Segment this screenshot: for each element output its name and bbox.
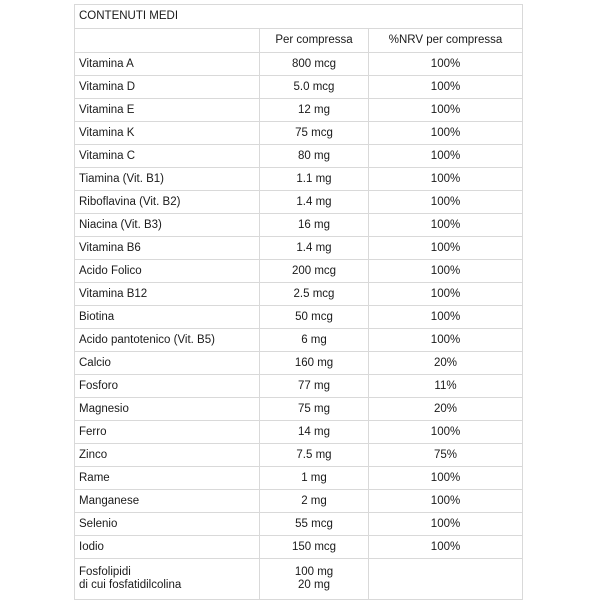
table-row: [75, 283, 523, 306]
table-row: [75, 421, 523, 444]
nutrient-nrv: 100%: [369, 260, 523, 283]
nutrient-nrv: 20%: [369, 398, 523, 421]
nutrient-name: Vitamina B12: [75, 283, 260, 306]
nutrient-nrv: 11%: [369, 375, 523, 398]
nutrient-per-tablet: 800 mcg: [260, 53, 369, 76]
nutrient-value-line: 100 mg: [294, 566, 334, 578]
nutrient-per-tablet: 150 mcg: [260, 536, 369, 559]
header-nrv: %NRV per compressa: [369, 29, 523, 53]
table-row: [75, 145, 523, 168]
nutrient-per-tablet: 2.5 mcg: [260, 283, 369, 306]
table-row: [75, 168, 523, 191]
table-row: [75, 513, 523, 536]
nutrient-per-tablet: 6 mg: [260, 329, 369, 352]
nutrient-name: Manganese: [75, 490, 260, 513]
table-title-row: [75, 5, 523, 29]
nutrition-table-body: [75, 5, 523, 600]
table-row: [75, 375, 523, 398]
nutrient-name: Rame: [75, 467, 260, 490]
nutrient-name: Niacina (Vit. B3): [75, 214, 260, 237]
header-name: [75, 29, 260, 53]
nutrient-name: Fosforo: [75, 375, 260, 398]
nutrient-nrv: 100%: [369, 53, 523, 76]
table-header-row: [75, 29, 523, 53]
nutrient-nrv: 20%: [369, 352, 523, 375]
nutrient-per-tablet: 7.5 mg: [260, 444, 369, 467]
nutrient-per-tablet: 2 mg: [260, 490, 369, 513]
nutrient-per-tablet: 1.4 mg: [260, 191, 369, 214]
nutrient-per-tablet: 200 mcg: [260, 260, 369, 283]
nutrient-nrv: 100%: [369, 306, 523, 329]
table-row: [75, 352, 523, 375]
nutrition-table: [74, 4, 523, 600]
table-row: [75, 214, 523, 237]
nutrient-nrv: 100%: [369, 421, 523, 444]
table-row: [75, 444, 523, 467]
nutrient-nrv: 100%: [369, 145, 523, 168]
nutrient-nrv: [369, 559, 523, 600]
table-row: [75, 490, 523, 513]
table-row: [75, 329, 523, 352]
nutrient-per-tablet: 1 mg: [260, 467, 369, 490]
nutrient-nrv: 100%: [369, 513, 523, 536]
table-row: [75, 76, 523, 99]
nutrient-nrv: 100%: [369, 122, 523, 145]
table-row: [75, 306, 523, 329]
nutrient-per-tablet: 80 mg: [260, 145, 369, 168]
nutrient-per-tablet: 16 mg: [260, 214, 369, 237]
nutrient-per-tablet: 50 mcg: [260, 306, 369, 329]
nutrient-per-tablet: 5.0 mcg: [260, 76, 369, 99]
nutrient-nrv: 100%: [369, 168, 523, 191]
nutrient-name: Vitamina A: [75, 53, 260, 76]
nutrient-name: Acido pantotenico (Vit. B5): [75, 329, 260, 352]
table-row: [75, 191, 523, 214]
nutrient-nrv: 100%: [369, 283, 523, 306]
nutrient-name: Magnesio: [75, 398, 260, 421]
nutrient-value-line: 20 mg: [298, 579, 330, 591]
table-title: CONTENUTI MEDI: [75, 5, 523, 29]
header-per-tablet: Per compressa: [260, 29, 369, 53]
table-row: [75, 398, 523, 421]
nutrient-per-tablet: 1.4 mg: [260, 237, 369, 260]
nutrient-nrv: 100%: [369, 99, 523, 122]
nutrient-name: Vitamina B6: [75, 237, 260, 260]
nutrient-name-line: di cui fosfatidilcolina: [79, 579, 182, 591]
nutrient-name: Iodio: [75, 536, 260, 559]
nutrient-name: Selenio: [75, 513, 260, 536]
nutrient-per-tablet: 12 mg: [260, 99, 369, 122]
table-row: [75, 122, 523, 145]
nutrient-name: Vitamina E: [75, 99, 260, 122]
table-row: [75, 260, 523, 283]
nutrient-nrv: 100%: [369, 76, 523, 99]
nutrient-nrv: 100%: [369, 237, 523, 260]
nutrient-per-tablet: 55 mcg: [260, 513, 369, 536]
nutrient-per-tablet: [260, 559, 369, 600]
nutrient-nrv: 100%: [369, 191, 523, 214]
nutrient-per-tablet: 75 mg: [260, 398, 369, 421]
nutrient-per-tablet: 75 mcg: [260, 122, 369, 145]
nutrient-nrv: 100%: [369, 329, 523, 352]
nutrient-nrv: 75%: [369, 444, 523, 467]
nutrient-nrv: 100%: [369, 490, 523, 513]
nutrient-name: Biotina: [75, 306, 260, 329]
nutrient-per-tablet: 160 mg: [260, 352, 369, 375]
table-row: [75, 467, 523, 490]
table-row: [75, 53, 523, 76]
nutrient-per-tablet: 1.1 mg: [260, 168, 369, 191]
nutrient-name: Ferro: [75, 421, 260, 444]
nutrient-name: [75, 559, 260, 600]
nutrient-nrv: 100%: [369, 536, 523, 559]
nutrient-nrv: 100%: [369, 467, 523, 490]
table-row: [75, 99, 523, 122]
nutrient-name: Calcio: [75, 352, 260, 375]
nutrient-name: Vitamina K: [75, 122, 260, 145]
nutrient-name: Riboflavina (Vit. B2): [75, 191, 260, 214]
nutrient-name: Zinco: [75, 444, 260, 467]
table-row-phospholipids: [75, 559, 523, 600]
nutrient-name: Vitamina C: [75, 145, 260, 168]
nutrient-per-tablet: 14 mg: [260, 421, 369, 444]
nutrient-nrv: 100%: [369, 214, 523, 237]
nutrient-name: Tiamina (Vit. B1): [75, 168, 260, 191]
table-row: [75, 237, 523, 260]
nutrient-name: Vitamina D: [75, 76, 260, 99]
nutrient-name-line: Fosfolipidi: [79, 566, 131, 578]
nutrient-per-tablet: 77 mg: [260, 375, 369, 398]
table-row: [75, 536, 523, 559]
nutrient-name: Acido Folico: [75, 260, 260, 283]
